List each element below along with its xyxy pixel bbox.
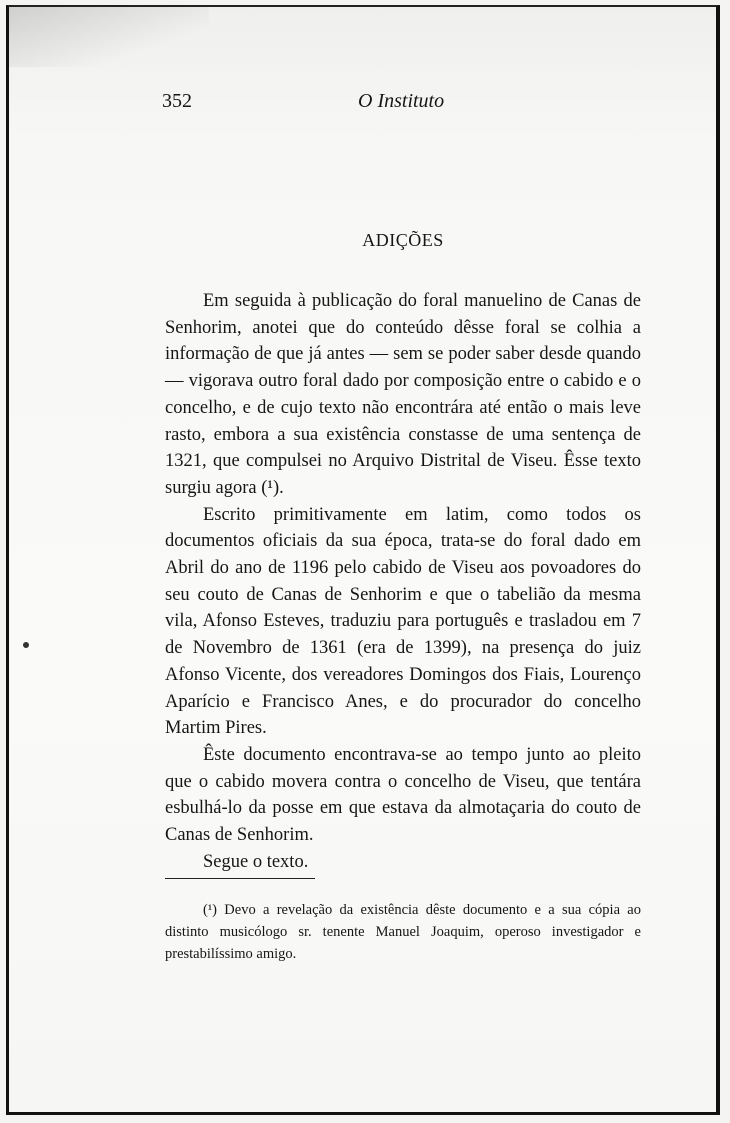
section-title: ADIÇÕES bbox=[362, 230, 444, 250]
footnote-text: (¹) Devo a revelação da existência dêste documento e a sua cópia ao distinto musicólogo sr. tenente Manuel Joaquim, operoso investigador e prestabilíssimo amigo. bbox=[165, 902, 641, 962]
paragraph: Segue o texto. bbox=[203, 851, 309, 872]
paragraph: Êste documento encontrava-se ao tempo junto ao pleito que o cabido movera contra o concelho de Viseu, que tentára esbulhá-lo da posse em que estava da almotaçaria do couto de Canas de Senhorim. bbox=[165, 744, 641, 846]
scan-shadow bbox=[9, 7, 209, 67]
page-number: 352 bbox=[162, 90, 192, 112]
paragraph: Escrito primitivamente em latim, como todos os documentos oficiais da sua época, trata-se do foral dado em Abril do ano de 1196 pelo cabido de Viseu aos povoadores do seu couto de Canas de Senhorim e que o tabelião da mesma vila, Afonso Esteves, traduziu para português e trasladou em 7 de Novembro de 1361 (era de 1399), na presença do juiz Afonso Vicente, dos vereadores Domingos dos Fiais, Lourenço Aparício e Francisco Anes, e do procurador do concelho Martim Pires. bbox=[165, 504, 641, 739]
footnote bbox=[165, 899, 641, 965]
footnote-divider bbox=[165, 878, 315, 879]
body-text bbox=[165, 288, 641, 875]
paragraph: Em seguida à publicação do foral manuelino de Canas de Senhorim, anotei que do conteúdo dêsse foral se colhia a informação de que já antes — sem se poder saber desde quando — vigorava outro foral dado por composição entre o cabido e o concelho, e de cujo texto não encontrára até então o mais leve rasto, embora a sua existência constasse de uma sentença de 1321, que compulsei no Arquivo Distrital de Viseu. Êsse texto surgiu agora (¹). bbox=[165, 291, 641, 498]
running-title: O Instituto bbox=[358, 90, 445, 112]
ink-speck bbox=[23, 642, 29, 648]
